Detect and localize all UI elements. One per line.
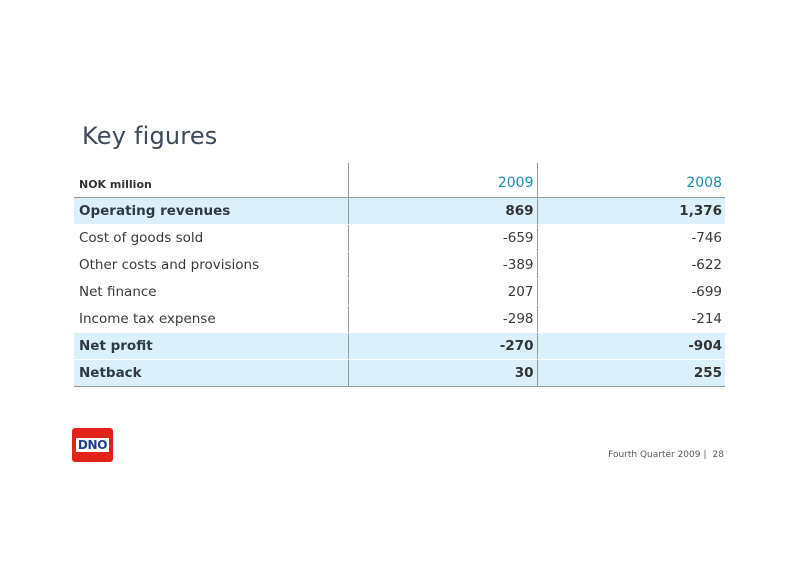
- value-2009: 207: [348, 279, 537, 306]
- value-2009: 30: [348, 360, 537, 387]
- year-2009-header: 2009: [348, 163, 537, 198]
- table-row-netback: [74, 360, 725, 387]
- footer-text: Fourth Quarter 2009: [608, 450, 701, 460]
- page-number: 28: [712, 450, 724, 460]
- table-row-net-finance: [74, 279, 725, 306]
- table-row-income-tax-expense: [74, 306, 725, 333]
- table-row-other-costs: [74, 252, 725, 279]
- value-2008: 255: [537, 360, 725, 387]
- value-2009: -270: [348, 333, 537, 360]
- dno-logo-text: DNO: [77, 438, 108, 452]
- footer-separator: |: [703, 450, 707, 460]
- key-figures-table: [74, 163, 725, 387]
- value-2008: -214: [537, 306, 725, 333]
- value-2008: -622: [537, 252, 725, 279]
- footer: [608, 450, 724, 460]
- value-2009: -389: [348, 252, 537, 279]
- page-title: Key figures: [82, 122, 218, 150]
- unit-header: NOK million: [74, 163, 348, 198]
- table-header-row: [74, 163, 725, 198]
- value-2008: -699: [537, 279, 725, 306]
- row-label: Operating revenues: [79, 203, 231, 219]
- row-label: Cost of goods sold: [74, 225, 348, 252]
- value-2009: -298: [348, 306, 537, 333]
- value-2008: -904: [537, 333, 725, 360]
- row-label: Net profit: [79, 338, 153, 354]
- table-row-cost-of-goods-sold: [74, 225, 725, 252]
- value-2008: 1,376: [537, 198, 725, 225]
- value-2008: -746: [537, 225, 725, 252]
- value-2009: -659: [348, 225, 537, 252]
- table-row-net-profit: [74, 333, 725, 360]
- row-label: Other costs and provisions: [74, 252, 348, 279]
- row-label: Netback: [79, 365, 142, 381]
- row-label: Income tax expense: [74, 306, 348, 333]
- dno-logo: [72, 428, 113, 462]
- value-2009: 869: [348, 198, 537, 225]
- table-row-operating-revenues: [74, 198, 725, 225]
- year-2008-header: 2008: [537, 163, 725, 198]
- row-label: Net finance: [74, 279, 348, 306]
